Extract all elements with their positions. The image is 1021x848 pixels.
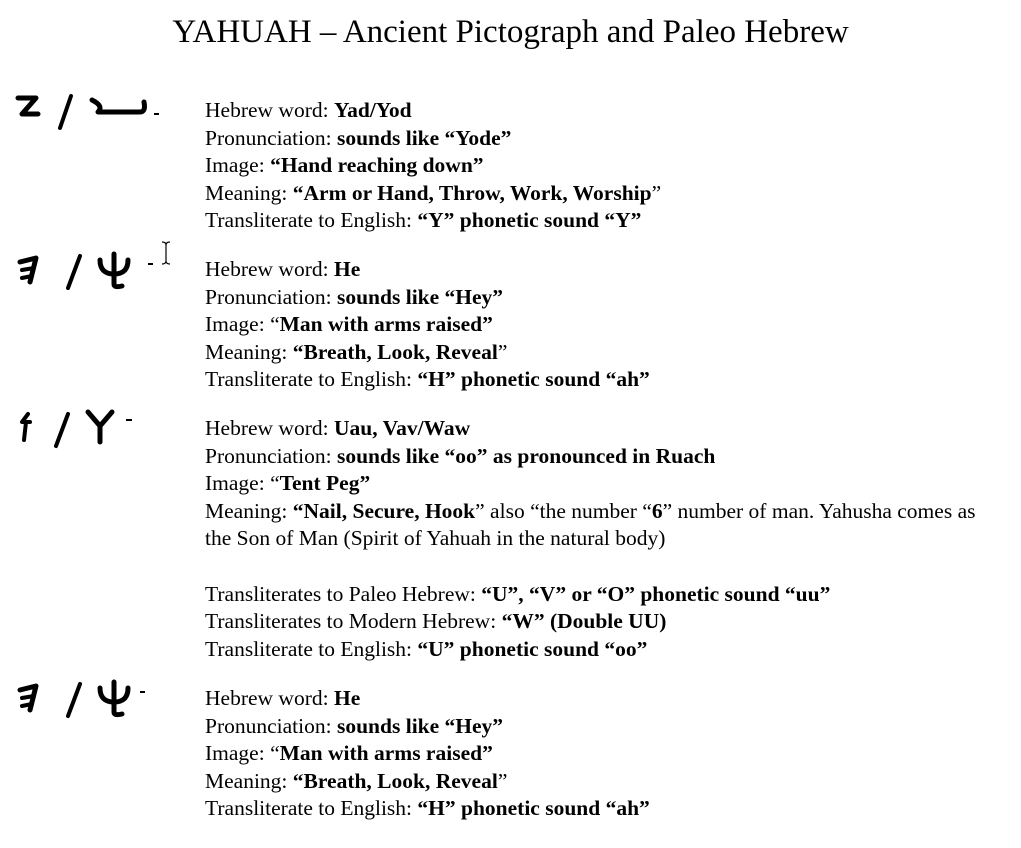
pronunciation-label: Pronunciation: <box>205 125 337 150</box>
he-pictograph-and-paleo-glyph-icon <box>14 676 194 726</box>
vav-pictograph-and-paleo-glyph-icon <box>14 406 194 456</box>
image-label: Image: “ <box>205 471 280 495</box>
pronunciation-value: sounds like “Hey” <box>336 713 504 738</box>
meaning-label: Meaning: <box>205 768 293 793</box>
meaning-rest: ” number of man. Yahusha comes as the Son of Man (Spirit of Yahuah in the natural body) <box>205 498 976 550</box>
meaning-tail: ” <box>497 768 508 793</box>
meaning-label: Meaning: <box>205 339 293 364</box>
entry-he <box>205 256 1005 394</box>
transliterate-label: Transliterate to English: <box>205 208 418 232</box>
word-label: Hebrew word: <box>205 257 334 281</box>
meaning-number: 6 <box>651 498 663 523</box>
meaning-tail: ” also “the number “ <box>475 498 652 523</box>
pronunciation-value: sounds like “Yode” <box>336 125 512 150</box>
meaning-value: “Arm or Hand, Throw, Work, Worship <box>292 180 652 205</box>
transliterate-label: Transliterate to English: <box>205 636 418 661</box>
pronunciation-label: Pronunciation: <box>205 443 337 468</box>
word-value: He <box>333 257 361 281</box>
pronunciation-label: Pronunciation: <box>205 284 337 309</box>
image-label: Image: <box>205 153 271 177</box>
transliterate-label: Transliterate to English: <box>205 367 418 391</box>
meaning-tail: ” <box>651 180 662 205</box>
yod-pictograph-and-paleo-glyph-icon <box>14 88 194 138</box>
meaning-tail: ” <box>497 339 508 364</box>
transliterate-value: “H” phonetic sound “ah” <box>417 796 650 820</box>
transliterate-value: “Y” phonetic sound “Y” <box>417 208 642 232</box>
transliterate-value: “U” phonetic sound “oo” <box>417 636 648 661</box>
image-label: Image: “ <box>205 741 280 765</box>
image-value: “Hand reaching down” <box>270 153 484 177</box>
word-label: Hebrew word: <box>205 98 334 122</box>
entry-he-2 <box>205 685 1005 823</box>
image-label: Image: “ <box>205 312 280 336</box>
word-label: Hebrew word: <box>205 686 334 710</box>
transliterate-modern-value: “W” (Double UU) <box>501 609 667 633</box>
transliterate-value: “H” phonetic sound “ah” <box>417 367 650 391</box>
transliterate-paleo-label: Transliterates to Paleo Hebrew: <box>205 581 482 606</box>
meaning-label: Meaning: <box>205 498 293 523</box>
word-label: Hebrew word: <box>205 416 334 440</box>
word-value: He <box>333 686 361 710</box>
pronunciation-value: sounds like “oo” as pronounced in Ruach <box>336 443 716 468</box>
meaning-label: Meaning: <box>205 180 293 205</box>
image-value: Man with arms raised” <box>279 312 493 336</box>
image-value: Man with arms raised” <box>279 741 493 765</box>
entry-vav <box>205 415 1005 663</box>
pronunciation-value: sounds like “Hey” <box>336 284 504 309</box>
entry-yod <box>205 97 1005 235</box>
transliterate-label: Transliterate to English: <box>205 796 418 820</box>
meaning-value: “Breath, Look, Reveal <box>292 768 498 793</box>
image-value: Tent Peg” <box>279 471 371 495</box>
word-value: Yad/Yod <box>333 98 412 122</box>
transliterate-modern-label: Transliterates to Modern Hebrew: <box>205 609 502 633</box>
pronunciation-label: Pronunciation: <box>205 713 337 738</box>
word-value: Uau, Vav/Waw <box>333 416 471 440</box>
meaning-value: “Breath, Look, Reveal <box>292 339 498 364</box>
i-beam-cursor-icon <box>160 240 172 271</box>
page-title: YAHUAH – Ancient Pictograph and Paleo Hebrew <box>172 14 849 50</box>
transliterate-paleo-value: “U”, “V” or “O” phonetic sound “uu” <box>481 581 831 606</box>
meaning-value: “Nail, Secure, Hook <box>292 498 476 523</box>
